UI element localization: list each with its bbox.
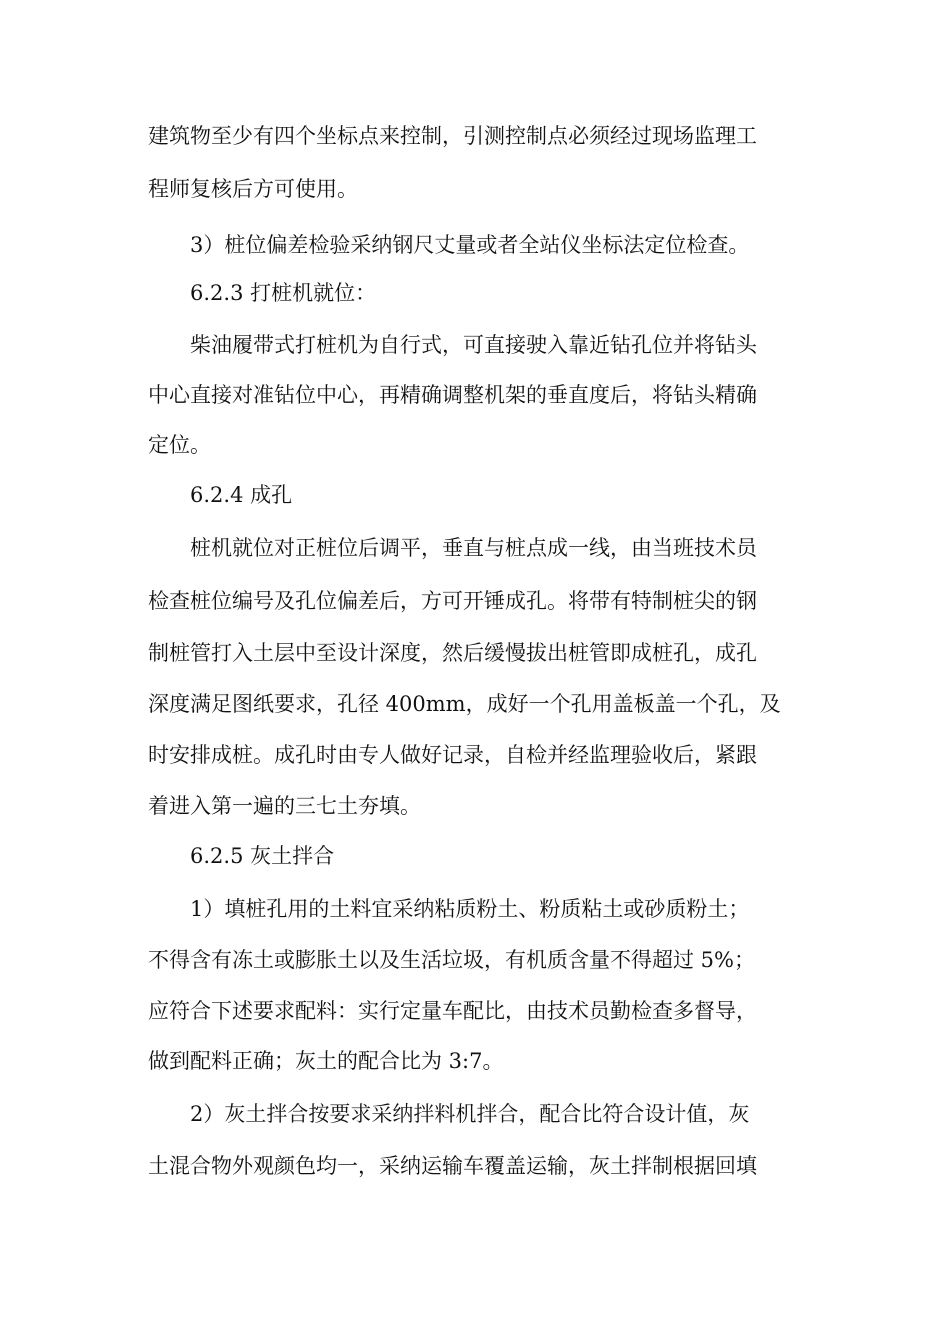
text-line: 时安排成桩。成孔时由专人做好记录，自检并经监理验收后，紧跟: [148, 743, 757, 767]
text-line: 程师复核后方可使用。: [148, 177, 358, 201]
list-item-2: 2）灰土拌合按要求采纳拌料机拌合，配合比符合设计值，灰: [190, 1102, 750, 1126]
text-line: 做到配料正确；灰土的配合比为 3:7。: [148, 1049, 504, 1073]
text-line: 土混合物外观颜色均一，采纳运输车覆盖运输，灰土拌制根据回填: [148, 1154, 757, 1178]
text-line: 柴油履带式打桩机为自行式，可直接驶入靠近钻孔位并将钻头: [190, 333, 757, 357]
list-item-3: 3）桩位偏差检验采纳钢尺丈量或者全站仪坐标法定位检查。: [190, 233, 750, 257]
text-line: 检查桩位编号及孔位偏差后，方可开锤成孔。将带有特制桩尖的钢: [148, 589, 757, 613]
text-line: 建筑物至少有四个坐标点来控制，引测控制点必须经过现场监理工: [148, 124, 757, 148]
text-line: 深度满足图纸要求，孔径 400mm，成好一个孔用盖板盖一个孔，及: [148, 692, 781, 716]
text-line: 着进入第一遍的三七土夯填。: [148, 794, 421, 818]
text-line: 中心直接对准钻位中心，再精确调整机架的垂直度后，将钻头精确: [148, 383, 757, 407]
text-line: 制桩管打入土层中至设计深度，然后缓慢拔出桩管即成桩孔，成孔: [148, 641, 757, 665]
section-heading-6-2-4: 6.2.4 成孔: [190, 483, 293, 507]
section-heading-6-2-5: 6.2.5 灰土拌合: [190, 844, 335, 868]
text-line: 应符合下述要求配料：实行定量车配比，由技术员勤检查多督导，: [148, 999, 757, 1023]
section-heading-6-2-3: 6.2.3 打桩机就位：: [190, 281, 377, 305]
text-line: 桩机就位对正桩位后调平，垂直与桩点成一线，由当班技术员: [190, 536, 757, 560]
text-line: 定位。: [148, 433, 211, 457]
text-line: 不得含有冻土或膨胀土以及生活垃圾，有机质含量不得超过 5%；: [148, 948, 755, 972]
list-item-1: 1）填桩孔用的土料宜采纳粘质粉土、粉质粘土或砂质粉土；: [190, 897, 750, 921]
